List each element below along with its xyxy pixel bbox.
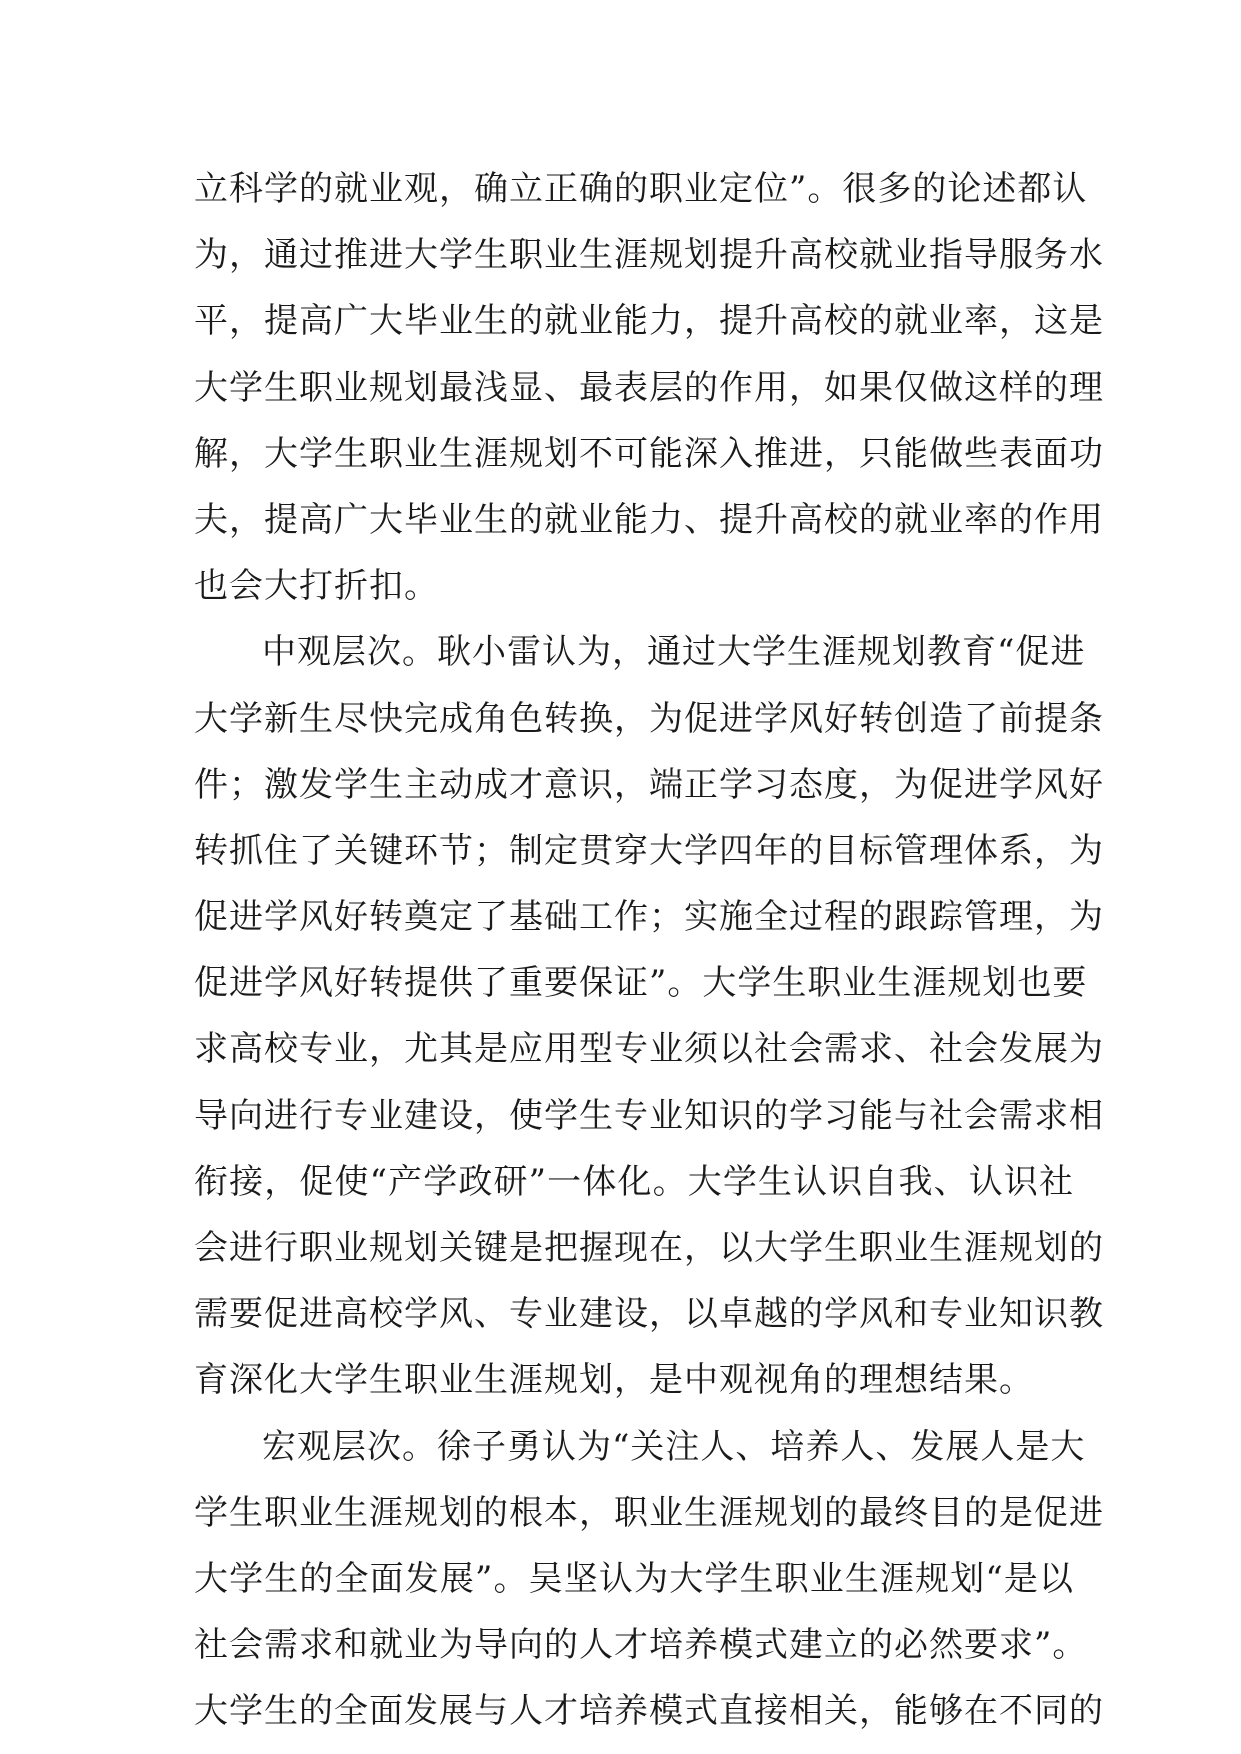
text-line: 导向进行专业建设，使学生专业知识的学习能与社会需求相	[194, 1095, 1104, 1136]
text-line: 宏观层次。徐子勇认为“关注人、培养人、发展人是大	[262, 1426, 1086, 1467]
paragraph-2	[194, 619, 1104, 1413]
text-line: 平，提高广大毕业生的就业能力，提升高校的就业率，这是	[194, 301, 1104, 342]
text-line: 大学新生尽快完成角色转换，为促进学风好转创造了前提条	[194, 698, 1104, 739]
text-line: 中观层次。耿小雷认为，通过大学生涯规划教育“促进	[262, 632, 1086, 673]
text-line: 大学生职业规划最浅显、最表层的作用，如果仅做这样的理	[194, 367, 1104, 408]
text-line: 求高校专业，尤其是应用型专业须以社会需求、社会发展为	[194, 1029, 1104, 1070]
paragraph-3	[194, 1414, 1104, 1745]
text-line: 夫，提高广大毕业生的就业能力、提升高校的就业率的作用	[194, 499, 1104, 540]
text-line: 件；激发学生主动成才意识，端正学习态度，为促进学风好	[194, 764, 1104, 805]
text-line: 大学生的全面发展与人才培养模式直接相关，能够在不同的	[194, 1691, 1104, 1732]
text-line: 立科学的就业观，确立正确的职业定位”。很多的论述都认	[194, 169, 1088, 209]
paragraph-1	[194, 156, 1104, 619]
text-line: 社会需求和就业为导向的人才培养模式建立的必然要求”。	[194, 1625, 1088, 1666]
text-line: 为，通过推进大学生职业生涯规划提升高校就业指导服务水	[194, 235, 1104, 276]
text-line: 衔接，促使“产学政研”一体化。大学生认识自我、认识社	[194, 1161, 1074, 1202]
text-line: 也会大打折扣。	[194, 566, 439, 607]
text-line: 育深化大学生职业生涯规划，是中观视角的理想结果。	[194, 1360, 1034, 1401]
text-line: 促进学风好转提供了重要保证”。大学生职业生涯规划也要	[194, 963, 1088, 1004]
text-line: 学生职业生涯规划的根本，职业生涯规划的最终目的是促进	[194, 1492, 1104, 1533]
body-text	[194, 156, 1104, 1745]
text-line: 会进行职业规划关键是把握现在，以大学生职业生涯规划的	[194, 1228, 1104, 1268]
text-line: 需要促进高校学风、专业建设，以卓越的学风和专业知识教	[194, 1294, 1104, 1335]
text-line: 大学生的全面发展”。吴坚认为大学生职业生涯规划“是以	[194, 1558, 1074, 1599]
text-line: 促进学风好转奠定了基础工作；实施全过程的跟踪管理，为	[194, 897, 1104, 938]
text-line: 解，大学生职业生涯规划不可能深入推进，只能做些表面功	[194, 433, 1104, 474]
text-line: 转抓住了关键环节；制定贯穿大学四年的目标管理体系，为	[194, 830, 1104, 871]
